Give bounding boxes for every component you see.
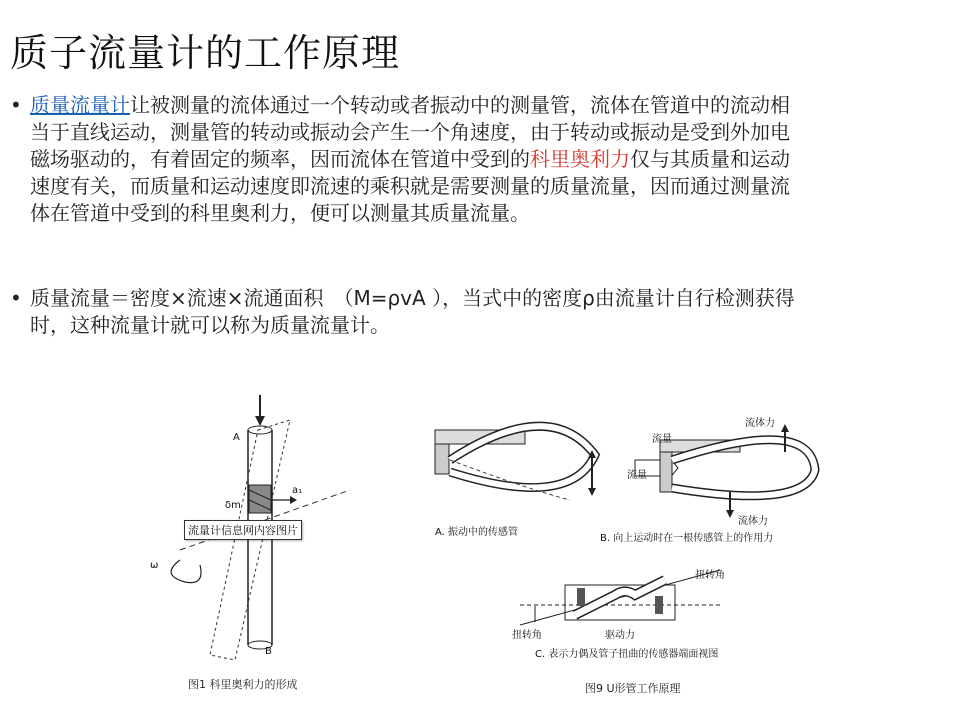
drive-force-right bbox=[655, 596, 663, 614]
bullet-text-part1: 让被测量的流体通过一个转动或者振动中的测量管，流体在管道中的流动相当于直线运动，测量管的转动或振动会产生一个角速度，由于转动或振动是受到外加电磁场驱动的，有着固定的频率，因而流体在管道中受到的 bbox=[30, 93, 790, 171]
tube-top bbox=[248, 426, 272, 434]
label-a1: a₁ bbox=[292, 485, 303, 496]
label-b: B bbox=[265, 646, 272, 657]
label-delta-m: δm bbox=[225, 500, 241, 511]
label-flow-top: 流量 bbox=[652, 434, 672, 445]
label-drive-force: 驱动力 bbox=[605, 630, 635, 641]
bullet-dot: • bbox=[10, 93, 22, 117]
label-omega: ω bbox=[150, 560, 159, 571]
caption-c: C. 表示力偶及管子扭曲的传感器端面视图 bbox=[535, 649, 719, 660]
page-title: 质子流量计的工作原理 bbox=[10, 31, 401, 75]
figure2-u-tube-diagram bbox=[420, 400, 860, 700]
rotation-arc bbox=[171, 560, 201, 583]
label-twist-right: 扭转角 bbox=[695, 570, 725, 581]
drive-force-left bbox=[577, 588, 585, 606]
image-tooltip: 流量计信息网内容图片 bbox=[184, 520, 302, 540]
coriolis-force-highlight: 科里奥利力 bbox=[530, 147, 630, 171]
bullet-dot: • bbox=[10, 286, 22, 310]
bullet-text bbox=[30, 92, 800, 227]
bullet-coriolis-principle bbox=[10, 92, 800, 227]
label-fluid-force-bottom: 流体力 bbox=[738, 516, 768, 527]
bullet-mass-flow-formula bbox=[10, 285, 800, 339]
caption-a: A. 振动中的传感管 bbox=[435, 527, 519, 538]
label-fluid-force-top: 流体力 bbox=[745, 418, 775, 429]
label-a: A bbox=[233, 432, 240, 443]
tilted-tube bbox=[210, 420, 290, 660]
caption-b: B. 向上运动时在一根传感管上的作用力 bbox=[600, 533, 774, 544]
label-twist-left: 扭转角 bbox=[512, 630, 542, 641]
bullet-text-part2: 仅与其质量和运动速度有关，而质量和运动速度即流速的乘积就是需要测量的质量流量，因而通过测量流体在管道中受到的科里奥利力，便可以测量其质量流量。 bbox=[30, 147, 790, 225]
label-flow-left: 流量 bbox=[627, 470, 647, 481]
figure2-caption: 图9 U形管工作原理 bbox=[585, 682, 681, 695]
bullet-formula-text: 质量流量＝密度×流速×流通面积 （M=ρvA ），当式中的密度ρ由流量计自行检测获得时，这种流量计就可以称为质量流量计。 bbox=[30, 286, 795, 337]
figure1-caption: 图1 科里奥利力的形成 bbox=[188, 678, 298, 691]
mass-flowmeter-link[interactable]: 质量流量计 bbox=[30, 93, 130, 117]
